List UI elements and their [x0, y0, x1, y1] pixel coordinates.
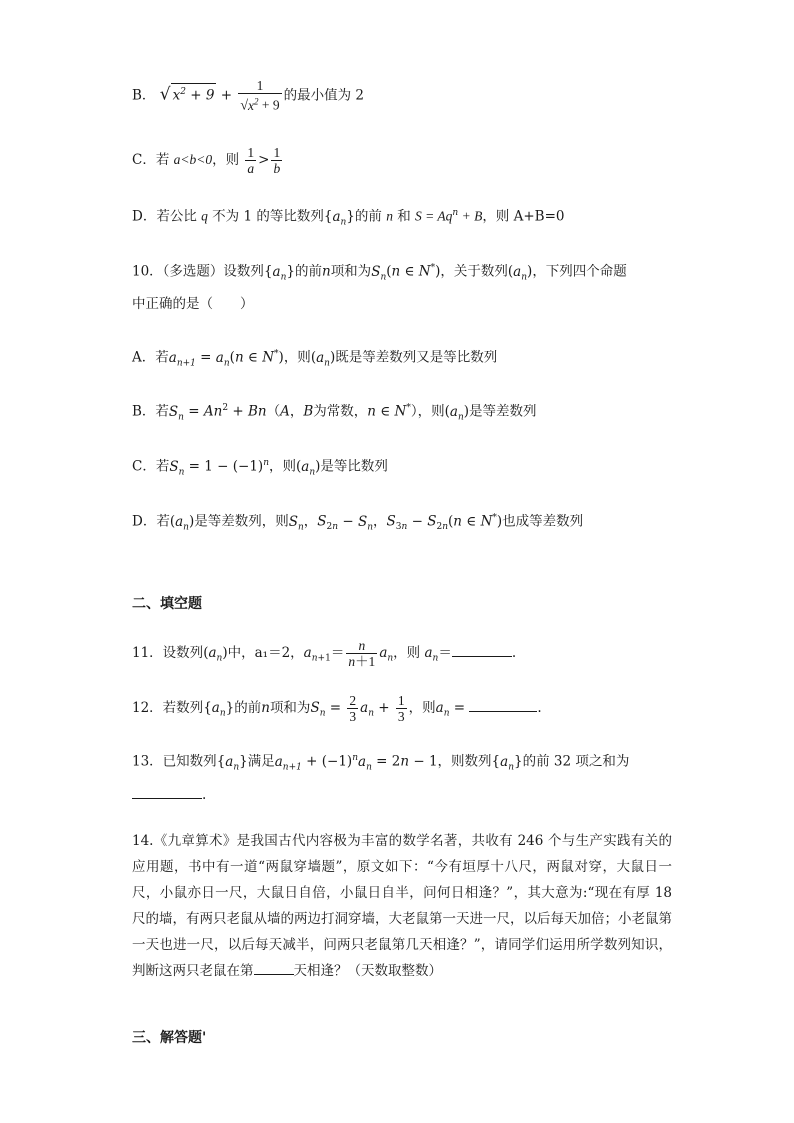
section-2-heading: 二、填空题	[132, 596, 202, 612]
q10-option-c: C．若$S_n = 1 - (-1)^n$，则$(a_n)$是等比数列	[132, 458, 388, 478]
q14-answer-blank[interactable]	[254, 960, 294, 975]
q12-answer-blank[interactable]	[469, 697, 537, 712]
q13-answer-blank[interactable]	[132, 784, 202, 799]
q11-answer-blank[interactable]	[452, 642, 512, 657]
q11: 11．设数列$(a_n)$中，a₁＝2，$a_{n+1}=$ $\frac{n}{n+1}$ $a_n$，则 $a_n=$ .	[132, 638, 517, 669]
section-3-heading: 三、解答题'	[132, 1030, 207, 1046]
q10-stem: 10．（多选题）设数列$\{a_n\}$的前n项和为$S_n(n$ ∈ N*)，关于数列$(a_n)$，下列四个命题	[132, 263, 627, 283]
q13-answer-line: .	[132, 784, 206, 805]
q9-option-c: C．若 a<b<0，则 $\frac{1}{a}$ > $\frac{1}{b}$	[132, 145, 281, 176]
q10-stem-line2: 中正确的是（ ）	[132, 296, 254, 312]
q13: 13．已知数列$\{a_n\}$满足$a_{n+1} + (-1)^na_n = 2n - 1$，则数列$\{a_n\}$的前 32 项之和为	[132, 753, 630, 773]
q12: 12．若数列$\{a_n\}$的前n项和为$S_n$ = $\frac{2}{3}$ $a_n$ + $\frac{1}{3}$ ，则$a_n$ = .	[132, 693, 542, 724]
q9-option-d: D．若公比 q 不为 1 的等比数列$\{a_n\}$的前 n 和 $S = Aq^n + B$，则 A+B=0	[132, 208, 565, 228]
q14: 14.《九章算术》是我国古代内容极为丰富的数学名著，共收有 246 个与生产实践有关的应用题，书中有一道“两鼠穿墙题”，原文如下：“今有垣厚十八尺，两鼠对穿，大鼠日一尺，小鼠亦日一尺，大鼠日自倍，小鼠日自半，问何日相逢？”，其大意为:“现在有厚 18 尺的墙，有两只老鼠从墙的两边打洞穿墙，大老鼠第一天进一尺，以后每天加倍；小老鼠第一天也进一尺，以后每天减半，问两只老鼠第几天相逢？”，请同学们运用所学数列知识，判断这两只老鼠在第 天相逢？（天数取整数）	[132, 833, 672, 979]
q10-option-d: D．若$(a_n)$是等差数列，则$S_n$，$S_{2n} - S_n$，$S_{3n} - S_{2n}(n$ ∈ N*)也成等差数列	[132, 513, 584, 533]
q10-option-b: B．若$S_n = An^2 + Bn(A$，B为常数，n ∈ N*），则$(a_n)$是等差数列	[132, 403, 537, 423]
q10-option-a: A．若$a_{n+1} = a_n(n$ ∈ N*)，则$(a_n)$既是等差数列又是等比数列	[132, 349, 498, 369]
q9-option-b: B． √ $x^2 + 9$ + $\frac{1}{√x^2 + 9}$ 的最小值为 2	[132, 78, 365, 114]
